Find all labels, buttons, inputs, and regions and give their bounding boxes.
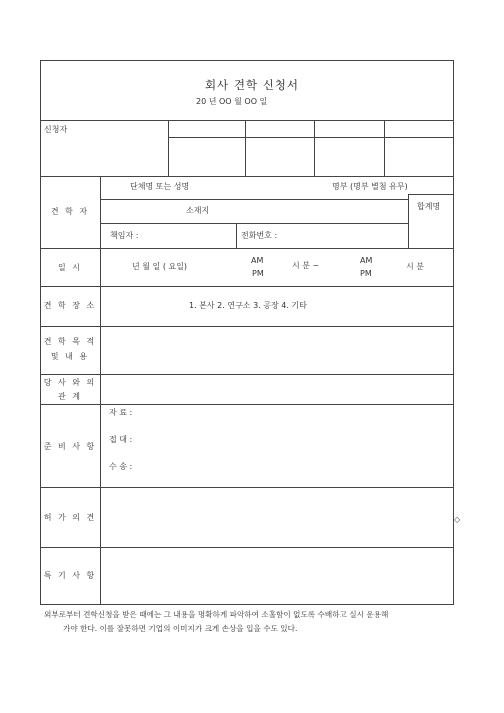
preparation-transport: 수 송 : [109, 462, 133, 471]
visitor-phone-divider [236, 223, 237, 248]
preparation-label: 준 비 사 항 [43, 442, 97, 451]
remarks-label: 특 기 사 항 [43, 571, 97, 580]
applicant-subline [168, 137, 454, 138]
purpose-label-line1: 견 학 목 적 [43, 337, 97, 346]
row-divider [40, 547, 454, 548]
applicant-col [384, 120, 385, 176]
group-or-name: 단체명 또는 성명 [130, 182, 190, 191]
applicant-col [314, 120, 315, 176]
schedule-date: 년 월 일 ( 요일) [132, 262, 188, 271]
schedule-time-1: 시 분 ~ [292, 261, 320, 270]
roster: 명부 (명부 별첨 유무) [332, 182, 408, 191]
form-frame [40, 60, 454, 605]
relation-label-line1: 당 사 와 의 [43, 378, 97, 387]
visitor-label: 견 학 자 [50, 207, 90, 216]
preparation-materials: 자 료 : [109, 408, 133, 417]
purpose-label-line2: 및 내 용 [50, 352, 90, 361]
visitor-total-divider [408, 194, 409, 248]
manager: 책임자 : [110, 231, 139, 240]
schedule-time-2: 시 분 [406, 262, 424, 271]
footer-line-1: 외부로부터 견학신청을 받은 때에는 그 내용을 명확하게 파악하여 소홀함이 없도록 수배하고 실시 운용해 [44, 610, 389, 619]
row-divider [40, 176, 454, 177]
applicant-col [245, 120, 246, 176]
ampm-2-am: AM [360, 256, 373, 265]
row-divider [40, 487, 454, 488]
row-divider [40, 286, 454, 287]
row-divider [40, 404, 454, 405]
visitor-roster-line [408, 194, 454, 195]
approval-label: 허 가 의 견 [43, 513, 97, 522]
location-label: 견 학 장 소 [43, 301, 97, 310]
visitor-subline [100, 199, 408, 200]
margin-marker-icon: ◇ [454, 515, 461, 524]
ampm-1-pm: PM [252, 269, 264, 278]
address: 소재지 [186, 206, 210, 215]
ampm-2-pm: PM [360, 269, 372, 278]
form-title: 회사 견학 신청서 [204, 78, 300, 92]
relation-label-line2: 관 계 [58, 392, 82, 401]
applicant-divider [168, 120, 169, 176]
visitor-subline [100, 223, 408, 224]
date-line: 20 년 OO 월 OO 일 [196, 97, 268, 106]
applicant-label: 신청자 [44, 125, 68, 134]
label-column-divider [100, 176, 101, 605]
row-divider [40, 374, 454, 375]
row-divider [40, 120, 454, 121]
phone: 전화번호 : [241, 231, 278, 240]
row-divider [40, 326, 454, 327]
row-divider [40, 248, 454, 249]
ampm-1-am: AM [251, 256, 264, 265]
total-people: 합계명 [417, 202, 441, 211]
location-options: 1. 본사 2. 연구소 3. 공장 4. 기타 [189, 301, 307, 310]
preparation-reception: 접 대 : [109, 435, 133, 444]
schedule-label: 일 시 [58, 263, 82, 272]
footer-line-2: 가야 한다. 이를 잘못하면 기업의 이미지가 크게 손상을 입을 수도 있다. [63, 624, 298, 633]
